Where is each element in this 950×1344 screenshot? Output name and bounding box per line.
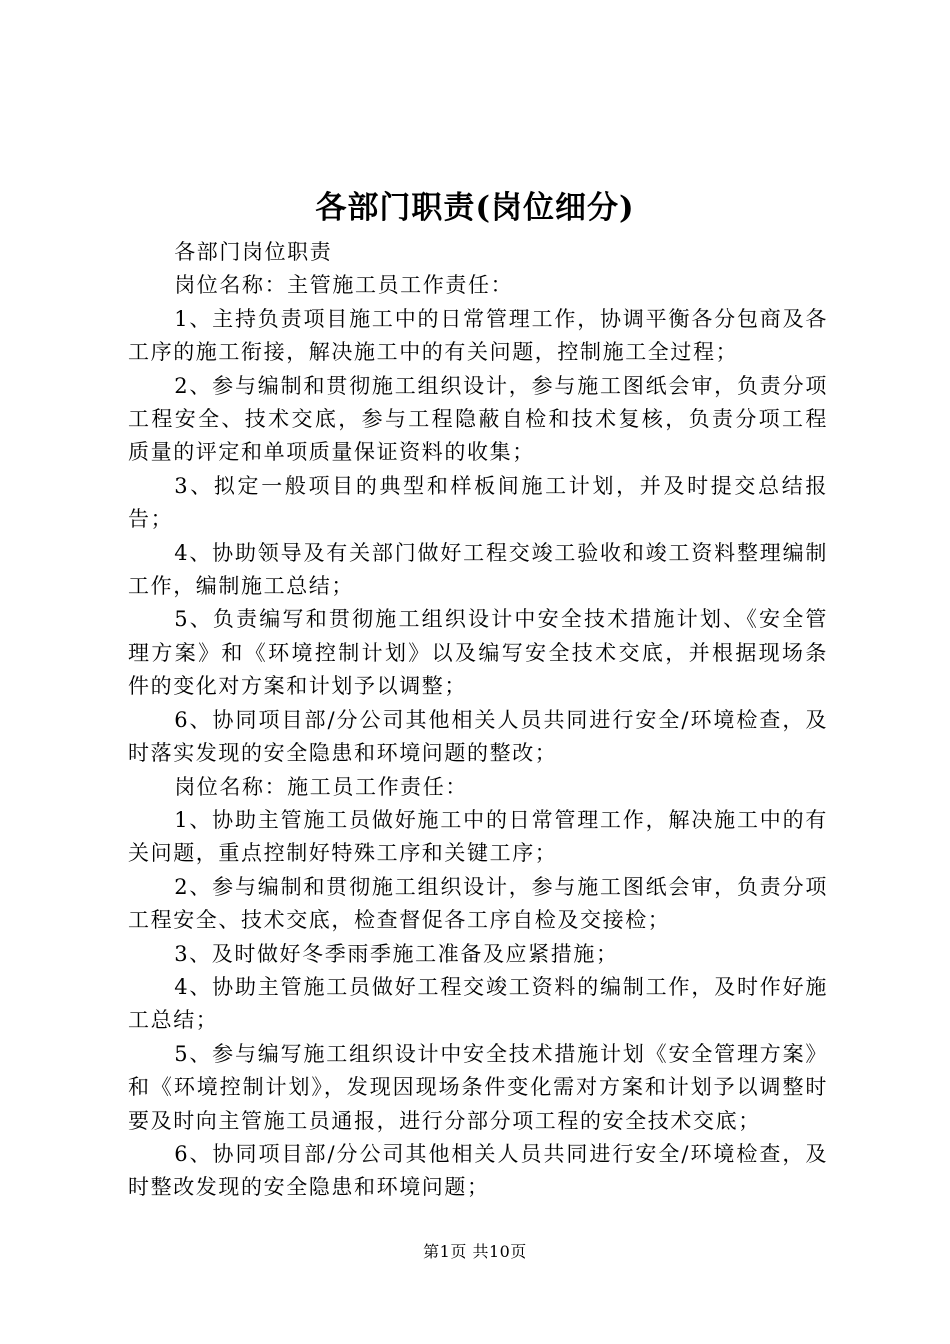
- document-title: 各部门职责(岗位细分): [315, 190, 635, 226]
- paragraph-item: 5、负责编写和贯彻施工组织设计中安全技术措施计划、《安全管理方案》和《环境控制计划》以及编写安全技术交底，并根据现场条件的变化对方案和计划予以调整；: [128, 607, 828, 699]
- paragraph-heading: 各部门岗位职责: [174, 240, 333, 264]
- page-number-footer: 第1页 共10页: [423, 1242, 527, 1261]
- paragraph-item: 2、参与编制和贯彻施工组织设计，参与施工图纸会审，负责分项工程安全、技术交底，检查督促各工序自检及交接检；: [128, 874, 828, 933]
- paragraph-item: 6、协同项目部/分公司其他相关人员共同进行安全/环境检查，及时整改发现的安全隐患和环境问题；: [128, 1141, 828, 1200]
- paragraph-item: 1、协助主管施工员做好施工中的日常管理工作，解决施工中的有关问题，重点控制好特殊工序和关键工序；: [128, 807, 828, 866]
- paragraph-item: 4、协助领导及有关部门做好工程交竣工验收和竣工资料整理编制工作，编制施工总结；: [128, 540, 828, 599]
- paragraph-section-title: 岗位名称：施工员工作责任：: [174, 774, 468, 799]
- paragraph-item: 1、主持负责项目施工中的日常管理工作，协调平衡各分包商及各工序的施工衔接，解决施工中的有关问题，控制施工全过程；: [128, 306, 828, 365]
- paragraph-item: 4、协助主管施工员做好工程交竣工资料的编制工作，及时作好施工总结；: [128, 974, 828, 1033]
- paragraph-item: 5、参与编写施工组织设计中安全技术措施计划《安全管理方案》和《环境控制计划》，发现因现场条件变化需对方案和计划予以调整时要及时向主管施工员通报，进行分部分项工程的安全技术交底；: [128, 1041, 828, 1133]
- paragraph-item: 3、拟定一般项目的典型和样板间施工计划，并及时提交总结报告；: [128, 473, 828, 532]
- paragraph-item: 2、参与编制和贯彻施工组织设计，参与施工图纸会审，负责分项工程安全、技术交底，参与工程隐蔽自检和技术复核，负责分项工程质量的评定和单项质量保证资料的收集；: [128, 373, 828, 465]
- paragraph-section-title: 岗位名称：主管施工员工作责任：: [174, 273, 514, 298]
- document-body: [128, 236, 828, 1205]
- paragraph-item: 3、及时做好冬季雨季施工准备及应紧措施；: [174, 941, 619, 966]
- paragraph-item: 6、协同项目部/分公司其他相关人员共同进行安全/环境检查，及时落实发现的安全隐患和环境问题的整改；: [128, 707, 828, 766]
